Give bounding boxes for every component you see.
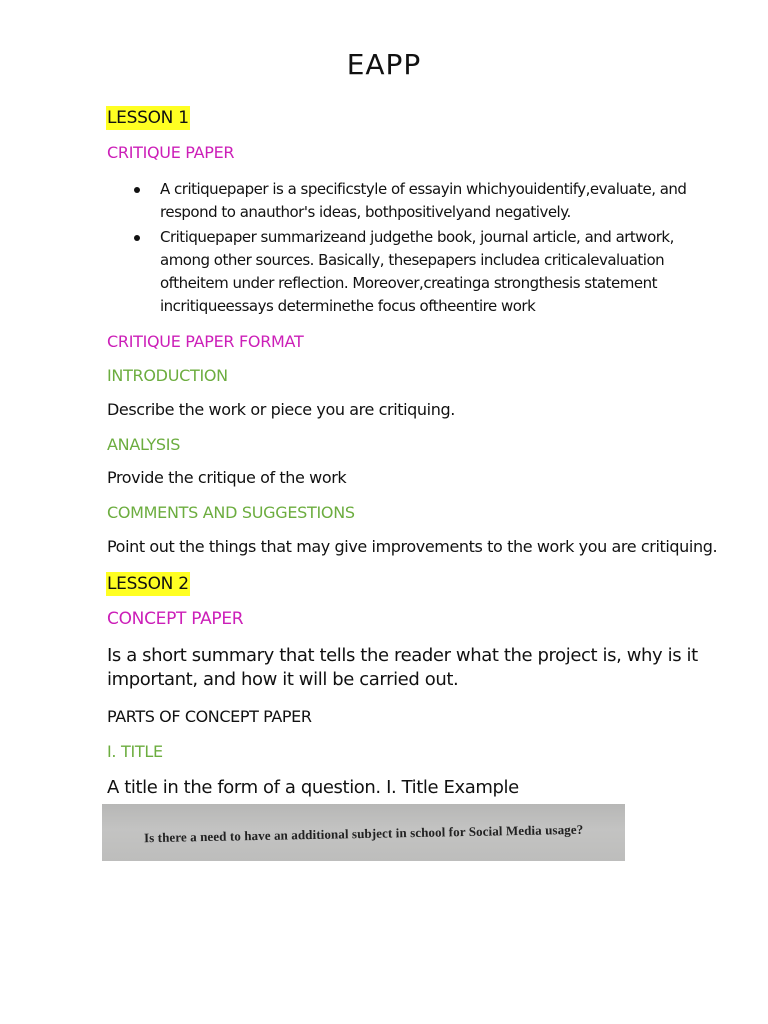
critique-bullet-list: [128, 178, 688, 320]
introduction-text: Describe the work or piece you are critiquing.: [107, 400, 455, 419]
bullet-item: [128, 178, 688, 224]
lesson-1-label: LESSON 1: [107, 108, 189, 128]
lesson-2-label: LESSON 2: [107, 574, 189, 594]
title-part-heading: I. TITLE: [107, 742, 163, 761]
critique-format-heading: CRITIQUE PAPER FORMAT: [107, 332, 304, 351]
comments-text: Point out the things that may give improvements to the work you are critiquing.: [107, 537, 718, 556]
document-title: EAPP: [346, 48, 422, 81]
bullet-line: incritiqueessays determinethe focus oftheentire work: [160, 297, 536, 315]
parts-heading: PARTS OF CONCEPT PAPER: [107, 707, 312, 726]
concept-definition-line-1: Is a short summary that tells the reader what the project is, why is it: [107, 645, 698, 666]
introduction-heading: INTRODUCTION: [107, 366, 228, 385]
title-example-image-text: Is there a need to have an additional subject in school for Social Media usage?: [143, 821, 584, 846]
bullet-line: A critiquepaper is a specificstyle of essayin whichyouidentify,evaluate, and: [160, 180, 687, 198]
title-part-text: A title in the form of a question. I. Title Example: [107, 777, 519, 798]
bullet-line: respond to anauthor's ideas, bothpositivelyand negatively.: [160, 203, 571, 221]
title-example-image: [102, 804, 625, 861]
comments-heading: COMMENTS AND SUGGESTIONS: [107, 503, 355, 522]
concept-definition-line-2: important, and how it will be carried out.: [107, 669, 459, 690]
bullet-dot-icon: [134, 235, 140, 241]
bullet-item: [128, 226, 688, 318]
bullet-dot-icon: [134, 187, 140, 193]
analysis-text: Provide the critique of the work: [107, 468, 347, 487]
bullet-line: oftheitem under reflection. Moreover,creatinga strongthesis statement: [160, 274, 658, 292]
bullet-line: among other sources. Basically, thesepapers includea criticalevaluation: [160, 251, 665, 269]
critique-paper-heading: CRITIQUE PAPER: [107, 143, 235, 162]
analysis-heading: ANALYSIS: [107, 435, 181, 454]
concept-paper-heading: CONCEPT PAPER: [107, 609, 244, 629]
bullet-line: Critiquepaper summarizeand judgethe book, journal article, and artwork,: [160, 228, 674, 246]
